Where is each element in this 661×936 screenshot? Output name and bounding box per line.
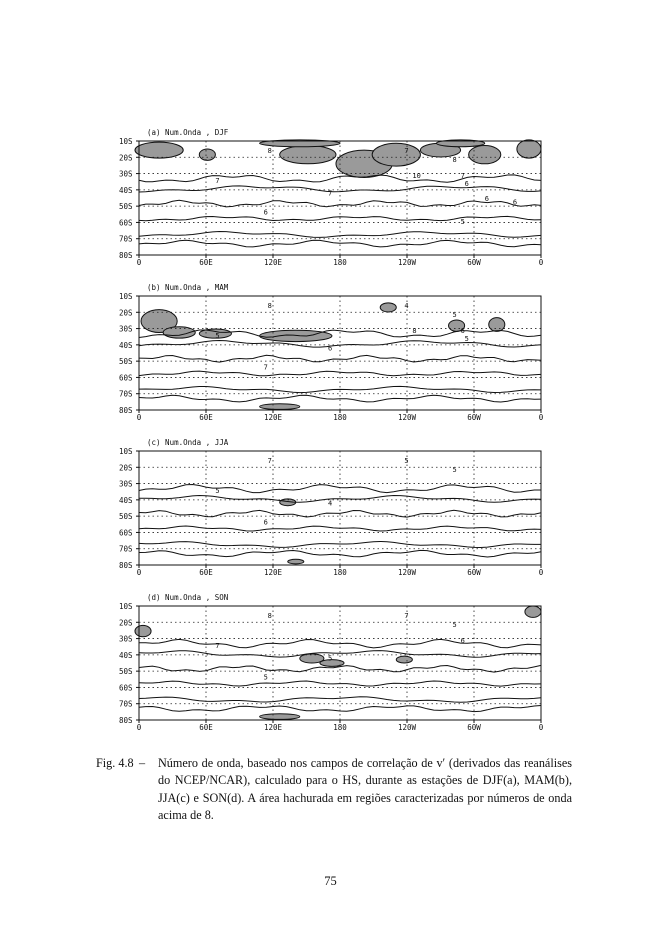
shaded-region	[260, 330, 332, 341]
lon-tick-label: 0	[136, 413, 142, 422]
contour-label: 8	[267, 612, 272, 621]
contour-label: 5	[215, 486, 220, 495]
caption-dash: –	[139, 756, 146, 770]
lon-tick-label: 120E	[263, 568, 283, 577]
lon-tick-label: 120W	[397, 568, 417, 577]
lat-tick-label: 60S	[119, 218, 133, 228]
contour-line	[139, 175, 541, 182]
contour-line	[139, 485, 541, 493]
contour-label: 6	[460, 327, 465, 336]
contour-label: 8	[267, 147, 272, 156]
lat-tick-label: 20S	[119, 308, 133, 318]
contour-label: 6	[464, 180, 469, 189]
shaded-region	[517, 140, 541, 158]
contour-label: 10	[412, 172, 421, 181]
shaded-region	[372, 143, 420, 166]
contour-label: 7	[263, 363, 268, 372]
contour-label: 7	[404, 612, 409, 621]
lon-tick-label: 120E	[263, 723, 283, 732]
contour-label: 5	[215, 331, 220, 340]
shaded-region	[260, 714, 300, 720]
contour-label: 6	[512, 198, 518, 207]
lat-tick-label: 70S	[119, 699, 133, 709]
lat-tick-label: 60S	[119, 683, 133, 693]
contour-line	[139, 665, 541, 672]
map-frame	[139, 296, 541, 410]
contour-line	[139, 355, 541, 362]
lon-tick-label: 60W	[467, 413, 481, 422]
contour-label: 7	[404, 147, 409, 156]
lat-tick-label: 80S	[119, 251, 133, 260]
lat-tick-label: 10S	[119, 447, 133, 456]
lat-tick-label: 70S	[119, 389, 133, 399]
lon-tick-label: 60W	[467, 258, 481, 267]
lon-tick-label: 60W	[467, 723, 481, 732]
lat-tick-label: 40S	[119, 185, 133, 195]
panel-title: (c) Num.Onda , JJA	[147, 438, 229, 447]
lat-tick-label: 10S	[119, 602, 133, 611]
shaded-region	[380, 303, 396, 312]
contour-label: 5	[452, 311, 457, 320]
lat-tick-label: 80S	[119, 716, 133, 725]
shaded-region	[135, 142, 183, 158]
contour-label: 7	[460, 172, 465, 181]
map-panel-d	[0, 586, 661, 746]
contour-label: 8	[452, 156, 457, 165]
contour-label: 7	[267, 457, 272, 466]
lat-tick-label: 30S	[119, 479, 133, 489]
shaded-region	[489, 318, 505, 332]
caption-label: Fig. 4.8	[96, 756, 134, 770]
contour-label: 5	[452, 621, 457, 630]
shaded-region	[525, 606, 541, 617]
map-panel-a	[0, 121, 661, 281]
contour-label: 5	[460, 217, 465, 226]
contour-label: 6	[263, 518, 268, 527]
contour-label: 4	[404, 302, 409, 311]
contour-label: 7	[215, 641, 220, 650]
contour-line	[139, 200, 541, 207]
lon-tick-label: 0	[136, 568, 142, 577]
lat-tick-label: 30S	[119, 169, 133, 179]
contour-label: 7	[215, 176, 220, 185]
lat-tick-label: 70S	[119, 544, 133, 554]
shaded-region	[199, 149, 215, 160]
panel-title: (a) Num.Onda , DJF	[147, 128, 229, 137]
map-panel-b	[0, 276, 661, 436]
lat-tick-label: 70S	[119, 234, 133, 244]
lat-tick-label: 20S	[119, 463, 133, 473]
lon-tick-label: 60E	[199, 258, 213, 267]
lat-tick-label: 20S	[119, 153, 133, 163]
lon-tick-label: 120W	[397, 723, 417, 732]
lat-tick-label: 50S	[119, 512, 133, 522]
lon-tick-label: 0	[538, 568, 544, 577]
map-panel-c	[0, 431, 661, 591]
contour-label: 5	[404, 457, 409, 466]
lat-tick-label: 50S	[119, 357, 133, 367]
lon-tick-label: 0	[538, 258, 544, 267]
shaded-region	[260, 404, 300, 410]
lat-tick-label: 10S	[119, 137, 133, 146]
lon-tick-label: 60E	[199, 568, 213, 577]
lat-tick-label: 30S	[119, 634, 133, 644]
contour-label: 6	[327, 344, 333, 353]
lat-tick-label: 40S	[119, 495, 133, 505]
contour-label: 4	[327, 499, 333, 508]
lat-tick-label: 30S	[119, 324, 133, 334]
lat-tick-label: 20S	[119, 618, 133, 628]
contour-label: 5	[464, 335, 469, 344]
lat-tick-label: 50S	[119, 202, 133, 212]
lon-tick-label: 180	[333, 568, 347, 577]
contour-label: 5	[327, 654, 333, 663]
panel-title: (b) Num.Onda , MAM	[147, 283, 229, 292]
lat-tick-label: 60S	[119, 528, 133, 538]
contour-label: 8	[267, 302, 272, 311]
lon-tick-label: 0	[538, 723, 544, 732]
shaded-region	[469, 146, 501, 164]
lon-tick-label: 0	[136, 258, 142, 267]
contour-line	[139, 510, 541, 517]
contour-label: 6	[484, 195, 489, 203]
shaded-region	[135, 625, 151, 636]
contour-label: 8	[412, 327, 417, 336]
shaded-region	[396, 656, 412, 663]
lon-tick-label: 180	[333, 258, 347, 267]
lon-tick-label: 0	[136, 723, 142, 732]
panel-title: (d) Num.Onda , SON	[147, 593, 229, 602]
lon-tick-label: 0	[538, 413, 544, 422]
lon-tick-label: 180	[333, 413, 347, 422]
lat-tick-label: 60S	[119, 373, 133, 383]
lat-tick-label: 80S	[119, 561, 133, 570]
contour-label: 5	[263, 673, 268, 682]
shaded-region	[280, 146, 336, 164]
lon-tick-label: 60E	[199, 413, 213, 422]
lon-tick-label: 120W	[397, 413, 417, 422]
lat-tick-label: 50S	[119, 667, 133, 677]
lat-tick-label: 40S	[119, 650, 133, 660]
lat-tick-label: 10S	[119, 292, 133, 301]
contour-label: 6	[263, 208, 268, 217]
lon-tick-label: 180	[333, 723, 347, 732]
lon-tick-label: 120E	[263, 258, 283, 267]
contour-label: 6	[460, 637, 465, 646]
lon-tick-label: 60E	[199, 723, 213, 732]
lon-tick-label: 60W	[467, 568, 481, 577]
contour-label: 5	[452, 466, 457, 475]
page-number: 75	[324, 874, 337, 888]
lon-tick-label: 120E	[263, 413, 283, 422]
lon-tick-label: 120W	[397, 258, 417, 267]
lat-tick-label: 40S	[119, 340, 133, 350]
caption-text: Número de onda, baseado nos campos de correlação de v′ (derivados das reanálises do NCEP/NCAR), calculado para o HS, durante as estações de DJF(a), MAM(b), JJA(c) e SON(d). A área hachurada em regiões caracterizadas por números de onda acima de 8.	[158, 756, 572, 823]
contour-label: 7	[327, 189, 333, 198]
shaded-region	[288, 559, 304, 564]
lat-tick-label: 80S	[119, 406, 133, 415]
